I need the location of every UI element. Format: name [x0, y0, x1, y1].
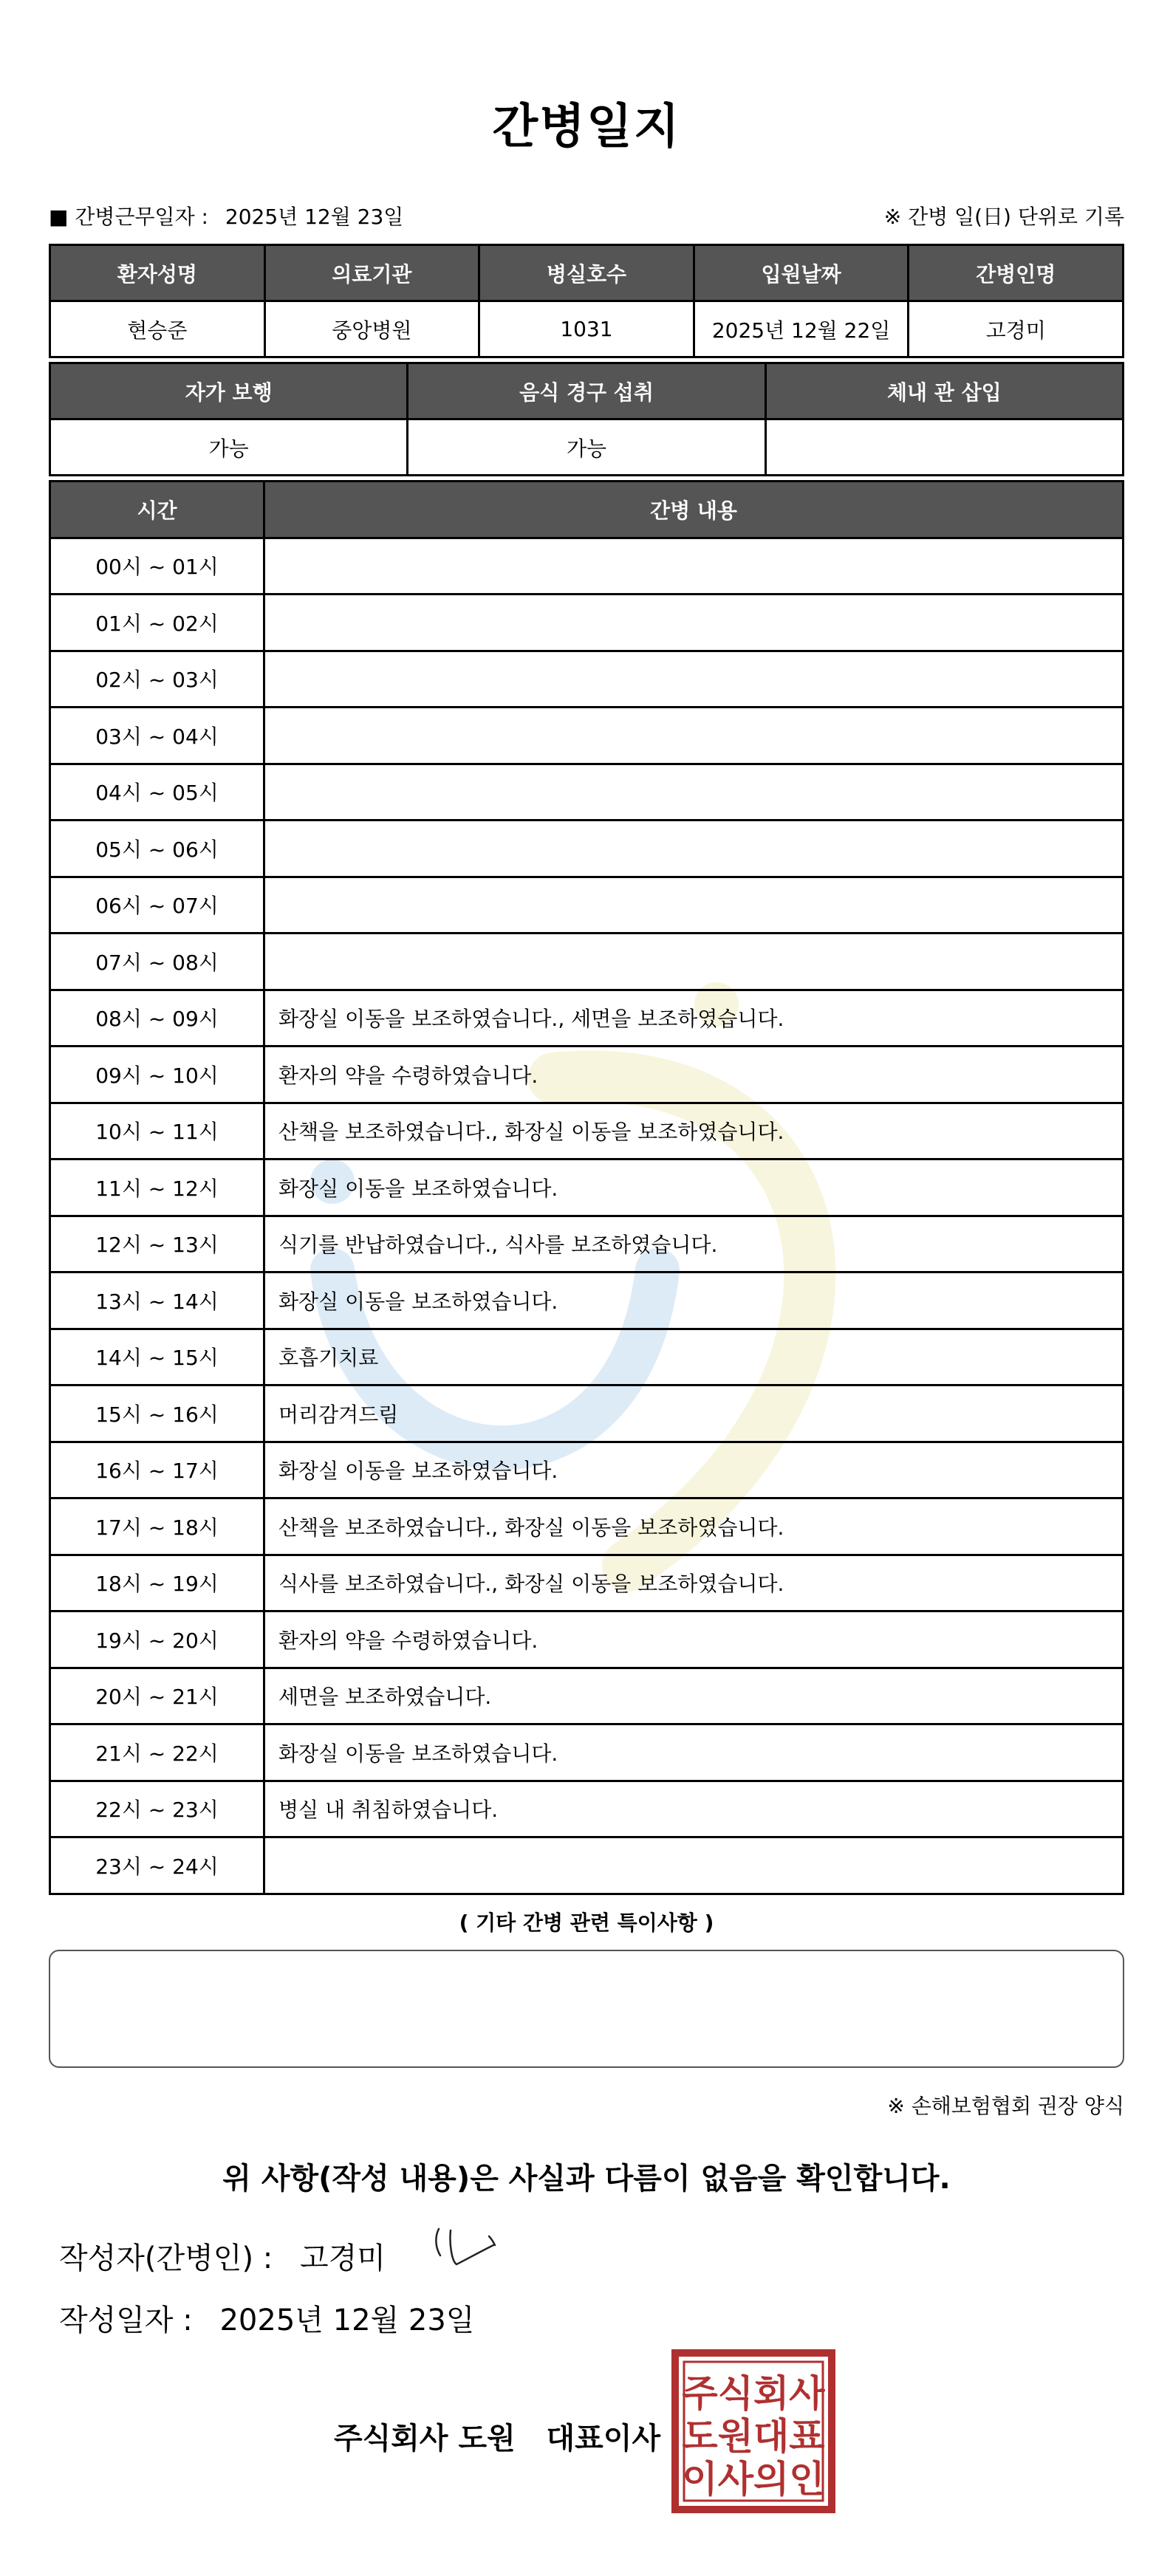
table-row	[50, 990, 1124, 1046]
header-room: 병실호수	[479, 245, 694, 301]
content-cell: 식사를 보조하였습니다., 화장실 이동을 보조하였습니다.	[264, 1555, 1124, 1611]
table-row	[50, 651, 1124, 708]
time-cell: 04시 ~ 05시	[50, 764, 264, 821]
time-cell: 03시 ~ 04시	[50, 708, 264, 764]
recommend-note: ※ 손해보험협회 권장 양식	[887, 2094, 1124, 2118]
table-row	[50, 1555, 1124, 1611]
content-cell	[264, 1837, 1124, 1894]
content-cell: 화장실 이동을 보조하였습니다.	[264, 1272, 1124, 1329]
content-cell	[264, 877, 1124, 934]
content-cell	[264, 538, 1124, 595]
table-row	[50, 1781, 1124, 1837]
page-title: 간병일지	[492, 100, 681, 154]
writer-line	[59, 2235, 386, 2277]
table-row	[50, 1442, 1124, 1498]
work-date-value: 2025년 12월 23일	[225, 205, 404, 229]
time-cell: 18시 ~ 19시	[50, 1555, 264, 1611]
content-cell: 화장실 이동을 보조하였습니다.	[264, 1442, 1124, 1498]
content-cell	[264, 764, 1124, 821]
seal-text-line1: 주식회사	[682, 2372, 825, 2415]
content-cell: 화장실 이동을 보조하였습니다., 세면을 보조하였습니다.	[264, 990, 1124, 1046]
table-row	[50, 821, 1124, 877]
time-cell: 23시 ~ 24시	[50, 1837, 264, 1894]
admission-date: 2025년 12월 22일	[694, 301, 909, 357]
time-cell: 15시 ~ 16시	[50, 1385, 264, 1442]
time-cell: 16시 ~ 17시	[50, 1442, 264, 1498]
content-cell	[264, 708, 1124, 764]
table-row	[50, 1724, 1124, 1781]
time-cell: 13시 ~ 14시	[50, 1272, 264, 1329]
time-cell: 11시 ~ 12시	[50, 1159, 264, 1216]
content-cell: 환자의 약을 수령하였습니다.	[264, 1046, 1124, 1103]
header-patient-name: 환자성명	[50, 245, 265, 301]
content-cell: 병실 내 취침하였습니다.	[264, 1781, 1124, 1837]
time-cell: 10시 ~ 11시	[50, 1103, 264, 1159]
time-cell: 12시 ~ 13시	[50, 1216, 264, 1272]
patient-status-table	[49, 362, 1124, 476]
table-row	[50, 764, 1124, 821]
time-cell: 00시 ~ 01시	[50, 538, 264, 595]
time-cell: 06시 ~ 07시	[50, 877, 264, 934]
time-cell: 17시 ~ 18시	[50, 1498, 264, 1555]
content-cell: 호흡기치료	[264, 1329, 1124, 1385]
written-date-value: 2025년 12월 23일	[219, 2303, 475, 2337]
signature-icon	[430, 2223, 504, 2275]
table-row	[50, 595, 1124, 651]
header-tube: 체내 관 삽입	[765, 363, 1123, 419]
table-row	[50, 1498, 1124, 1555]
time-cell: 08시 ~ 09시	[50, 990, 264, 1046]
confirmation-statement: 위 사항(작성 내용)은 사실과 다름이 없음을 확인합니다.	[222, 2162, 951, 2196]
unit-note: ※ 간병 일(日) 단위로 기록	[883, 205, 1124, 229]
header-caregiver: 간병인명	[909, 245, 1124, 301]
hospital: 중앙병원	[264, 301, 479, 357]
content-cell: 화장실 이동을 보조하였습니다.	[264, 1159, 1124, 1216]
content-cell: 머리감겨드림	[264, 1385, 1124, 1442]
table-row	[50, 1329, 1124, 1385]
patient-info-table	[49, 244, 1124, 358]
time-cell: 19시 ~ 20시	[50, 1611, 264, 1668]
content-cell	[264, 934, 1124, 990]
content-cell	[264, 651, 1124, 708]
content-cell: 환자의 약을 수령하였습니다.	[264, 1611, 1124, 1668]
company-signature: 주식회사 도원 대표이사	[334, 2422, 661, 2456]
header-care-content: 간병 내용	[264, 482, 1124, 538]
time-cell: 05시 ~ 06시	[50, 821, 264, 877]
table-row	[50, 1837, 1124, 1894]
time-cell: 02시 ~ 03시	[50, 651, 264, 708]
time-cell: 21시 ~ 22시	[50, 1724, 264, 1781]
header-hospital: 의료기관	[264, 245, 479, 301]
content-cell	[264, 821, 1124, 877]
company-seal-icon	[671, 2349, 836, 2514]
content-cell: 화장실 이동을 보조하였습니다.	[264, 1724, 1124, 1781]
seal-text-line3: 이사의인	[682, 2458, 825, 2501]
work-date-line	[49, 201, 403, 230]
table-row	[50, 934, 1124, 990]
table-row	[50, 1159, 1124, 1216]
time-cell: 22시 ~ 23시	[50, 1781, 264, 1837]
time-cell: 01시 ~ 02시	[50, 595, 264, 651]
content-cell: 산책을 보조하였습니다., 화장실 이동을 보조하였습니다.	[264, 1103, 1124, 1159]
content-cell: 산책을 보조하였습니다., 화장실 이동을 보조하였습니다.	[264, 1498, 1124, 1555]
table-row	[50, 1611, 1124, 1668]
table-row	[50, 1272, 1124, 1329]
walking-status: 가능	[50, 419, 408, 476]
table-row	[50, 877, 1124, 934]
seal-text-line2: 도원대표	[682, 2415, 825, 2458]
table-row	[50, 1103, 1124, 1159]
care-log-table	[49, 480, 1124, 1895]
time-cell: 07시 ~ 08시	[50, 934, 264, 990]
written-date-label: 작성일자 :	[59, 2303, 193, 2337]
table-row	[50, 1668, 1124, 1724]
content-cell	[264, 595, 1124, 651]
oral-intake-status: 가능	[408, 419, 765, 476]
work-date-label: ■ 간병근무일자 :	[49, 205, 208, 229]
time-cell: 20시 ~ 21시	[50, 1668, 264, 1724]
notes-box	[49, 1950, 1124, 2068]
room-number: 1031	[479, 301, 694, 357]
header-time: 시간	[50, 482, 264, 538]
header-oral-intake: 음식 경구 섭취	[408, 363, 765, 419]
patient-name: 현승준	[50, 301, 265, 357]
writer-name: 고경미	[299, 2241, 386, 2275]
table-row	[50, 538, 1124, 595]
table-row	[50, 708, 1124, 764]
table-row	[50, 1046, 1124, 1103]
written-date-line	[59, 2297, 474, 2339]
tube-status	[765, 419, 1123, 476]
table-row	[50, 1385, 1124, 1442]
writer-label: 작성자(간병인) :	[59, 2241, 273, 2275]
time-cell: 09시 ~ 10시	[50, 1046, 264, 1103]
content-cell: 식기를 반납하였습니다., 식사를 보조하였습니다.	[264, 1216, 1124, 1272]
notes-title: ( 기타 간병 관련 특이사항 )	[459, 1911, 714, 1935]
header-admission-date: 입원날짜	[694, 245, 909, 301]
content-cell: 세면을 보조하였습니다.	[264, 1668, 1124, 1724]
time-cell: 14시 ~ 15시	[50, 1329, 264, 1385]
table-row	[50, 1216, 1124, 1272]
caregiver-name: 고경미	[909, 301, 1124, 357]
header-walking: 자가 보행	[50, 363, 408, 419]
